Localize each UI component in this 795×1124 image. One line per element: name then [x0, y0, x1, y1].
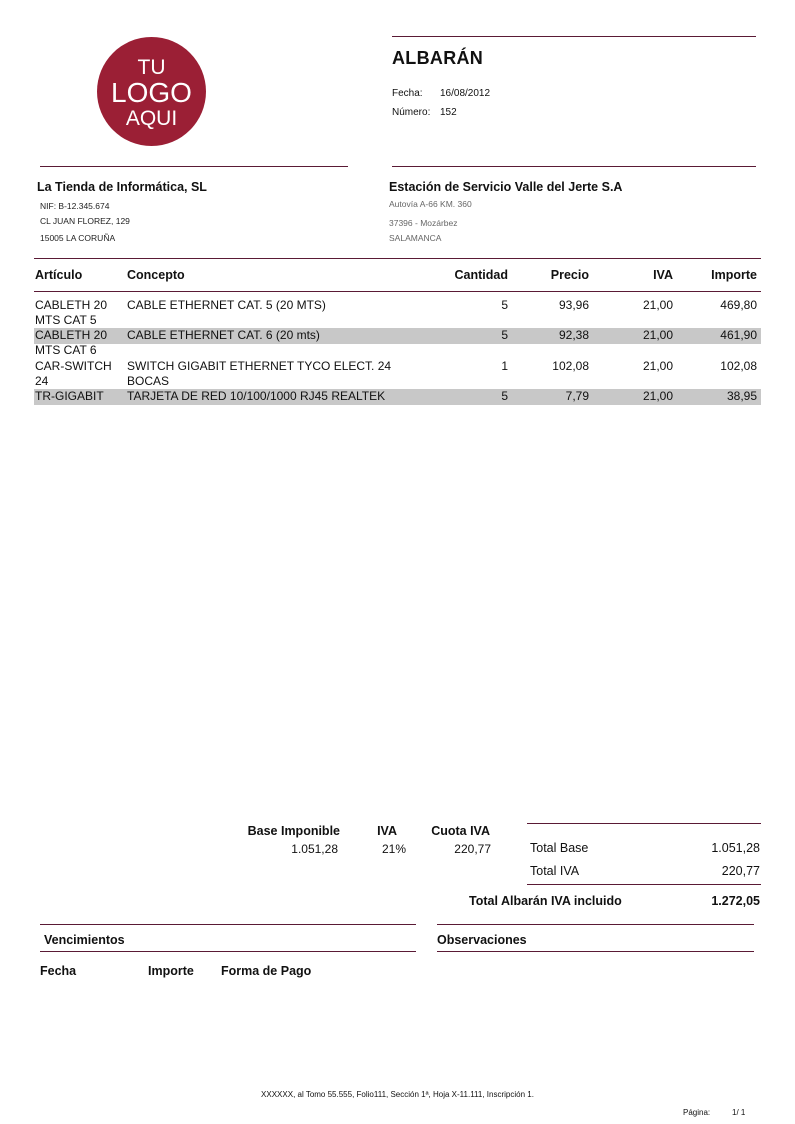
- grand-total-value: 1.272,05: [711, 894, 760, 908]
- cell-precio: 93,96: [558, 298, 589, 312]
- cell-importe: 38,95: [726, 389, 757, 403]
- cell-iva: 21,00: [642, 298, 673, 312]
- cell-cantidad: 5: [501, 389, 508, 403]
- cell-articulo: CAR-SWITCH 24: [35, 359, 112, 388]
- cell-articulo: TR-GIGABIT: [35, 389, 104, 403]
- cell-concepto: CABLE ETHERNET CAT. 5 (20 MTS): [127, 298, 326, 312]
- registry-footer: XXXXXX, al Tomo 55.555, Folio111, Sección 1ª, Hoja X-11.111, Inscripción 1.: [261, 1090, 534, 1099]
- tax-base-header: Base Imponible: [247, 824, 340, 838]
- cell-cantidad: 1: [501, 359, 508, 373]
- cell-iva: 21,00: [642, 359, 673, 373]
- totals-bottom-rule: [527, 884, 761, 885]
- table-header-rule: [34, 291, 761, 292]
- seller-city: 15005 LA CORUÑA: [40, 233, 116, 243]
- company-logo: [97, 37, 206, 146]
- customer-postal: 37396 - Mozárbez: [389, 218, 458, 228]
- cell-precio: 92,38: [558, 328, 589, 342]
- logo-text-line2: LOGO: [111, 76, 192, 108]
- customer-rule: [392, 166, 756, 167]
- observaciones-title: Observaciones: [437, 933, 527, 947]
- observaciones-bottom-rule: [437, 951, 754, 952]
- cell-concepto: SWITCH GIGABIT ETHERNET TYCO ELECT. 24 BOCAS: [127, 359, 392, 388]
- vencimientos-top-rule: [40, 924, 416, 925]
- customer-province: SALAMANCA: [389, 233, 442, 243]
- grand-total-label: Total Albarán IVA incluido: [469, 894, 622, 908]
- seller-address: CL JUAN FLOREZ, 129: [40, 216, 130, 226]
- page-label: Página:: [683, 1108, 711, 1117]
- table-row: [34, 359, 761, 389]
- total-base-label: Total Base: [530, 841, 589, 855]
- cell-iva: 21,00: [642, 389, 673, 403]
- total-base-value: 1.051,28: [711, 841, 760, 855]
- seller-name: La Tienda de Informática, SL: [37, 180, 207, 194]
- cell-importe: 102,08: [720, 359, 757, 373]
- header-importe: Importe: [711, 268, 757, 282]
- header-cantidad: Cantidad: [454, 268, 508, 282]
- seller-nif: NIF: B-12.345.674: [40, 201, 110, 211]
- cell-precio: 102,08: [552, 359, 589, 373]
- total-iva-value: 220,77: [721, 864, 760, 878]
- header-concepto: Concepto: [127, 268, 185, 282]
- cell-concepto: TARJETA DE RED 10/100/1000 RJ45 REALTEK: [127, 389, 386, 403]
- logo-text-line3: AQUI: [125, 106, 178, 130]
- table-row: [34, 389, 761, 405]
- tax-cuota-header: Cuota IVA: [431, 824, 490, 838]
- tax-iva-value: 21%: [381, 842, 406, 856]
- observaciones-top-rule: [437, 924, 754, 925]
- number-value: 152: [440, 107, 457, 118]
- number-label: Número:: [392, 107, 431, 118]
- tax-cuota-value: 220,77: [454, 842, 491, 856]
- cell-articulo: CABLETH 20 MTS CAT 6: [35, 328, 108, 357]
- cell-iva: 21,00: [642, 328, 673, 342]
- table-row: [34, 328, 761, 357]
- header-articulo: Artículo: [35, 268, 83, 282]
- date-value: 16/08/2012: [440, 88, 491, 99]
- document-title: ALBARÁN: [392, 48, 484, 68]
- seller-rule: [40, 166, 348, 167]
- header-precio: Precio: [550, 268, 589, 282]
- table-row: [34, 298, 761, 328]
- customer-name: Estación de Servicio Valle del Jerte S.A: [389, 180, 623, 194]
- customer-address: Autovía A-66 KM. 360: [389, 199, 472, 209]
- logo-text-line1: TU: [137, 55, 166, 79]
- totals-top-rule: [527, 823, 761, 824]
- cell-precio: 7,79: [565, 389, 589, 403]
- vencimientos-col-importe: Importe: [148, 964, 194, 978]
- vencimientos-title: Vencimientos: [44, 933, 125, 947]
- table-top-rule: [34, 258, 761, 259]
- cell-importe: 469,80: [720, 298, 757, 312]
- vencimientos-col-forma-pago: Forma de Pago: [221, 964, 312, 978]
- tax-iva-header: IVA: [377, 824, 397, 838]
- total-iva-label: Total IVA: [530, 864, 580, 878]
- cell-concepto: CABLE ETHERNET CAT. 6 (20 mts): [127, 328, 320, 342]
- tax-base-value: 1.051,28: [291, 842, 338, 856]
- page-number: 1/ 1: [732, 1108, 746, 1117]
- date-label: Fecha:: [392, 88, 423, 99]
- vencimientos-bottom-rule: [40, 951, 416, 952]
- cell-cantidad: 5: [501, 328, 508, 342]
- cell-cantidad: 5: [501, 298, 508, 312]
- vencimientos-col-fecha: Fecha: [40, 964, 77, 978]
- header-iva: IVA: [653, 268, 673, 282]
- cell-importe: 461,90: [720, 328, 757, 342]
- cell-articulo: CABLETH 20 MTS CAT 5: [35, 298, 108, 327]
- header-rule: [392, 36, 756, 37]
